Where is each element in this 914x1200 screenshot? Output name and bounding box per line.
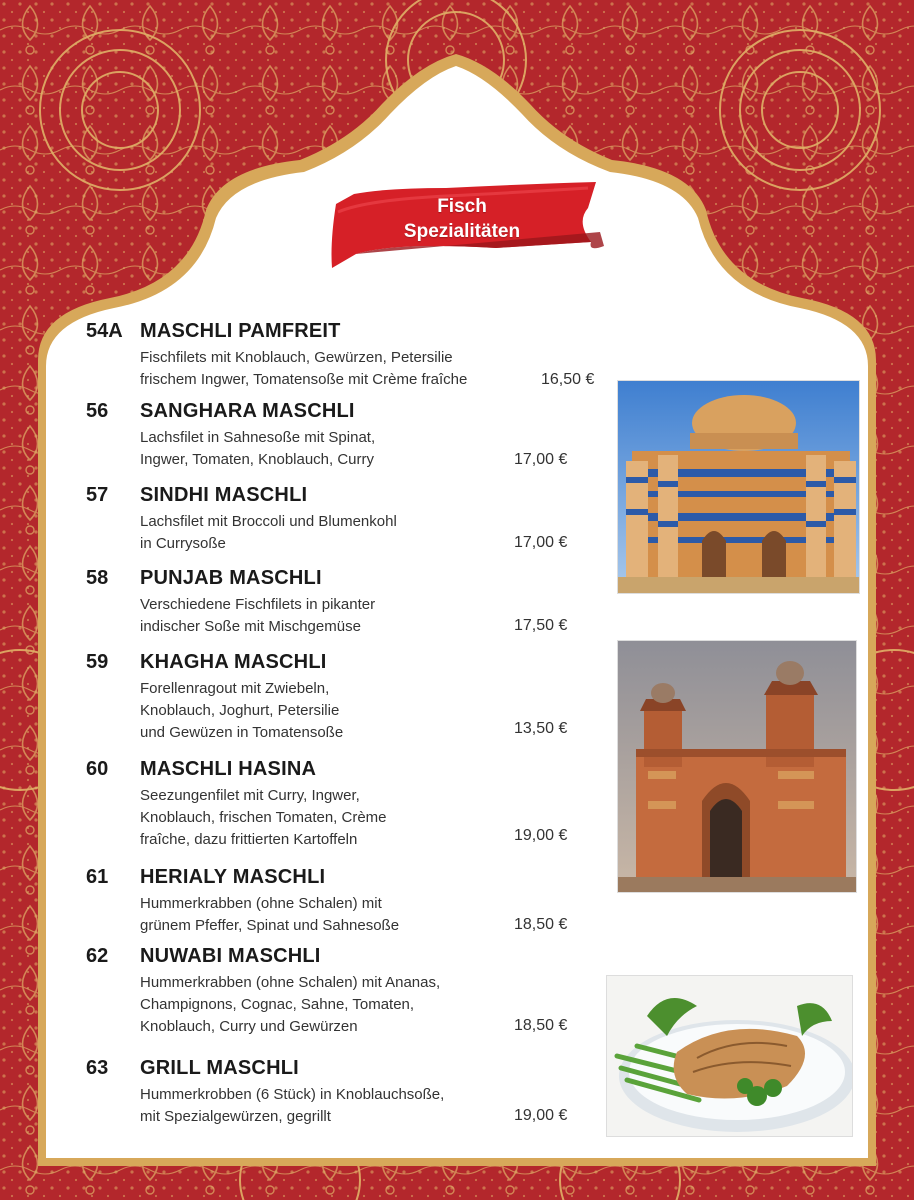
grilled-fish-photo — [606, 975, 853, 1137]
item-number: 63 — [86, 1057, 109, 1079]
item-name: MASCHLI HASINA — [140, 758, 317, 780]
item-name: KHAGHA MASCHLI — [140, 651, 327, 673]
section-title — [364, 194, 560, 244]
item-name: NUWABI MASCHLI — [140, 945, 321, 967]
item-price: 13,50 € — [514, 720, 568, 737]
description-line: Ingwer, Tomaten, Knoblauch, Curry — [140, 451, 375, 468]
item-description — [140, 678, 540, 744]
item-number: 62 — [86, 945, 109, 967]
description-line: Hummerkrobben (6 Stück) in Knoblauchsoße, — [140, 1086, 445, 1103]
item-description — [140, 347, 540, 391]
item-price: 18,50 € — [514, 916, 568, 933]
description-line: Knoblauch, frischen Tomaten, Crème — [140, 809, 387, 826]
item-description — [140, 427, 540, 471]
item-name: MASCHLI PAMFREIT — [140, 320, 341, 342]
item-number: 57 — [86, 484, 109, 506]
description-line: Verschiedene Fischfilets in pikanter — [140, 596, 376, 613]
item-number: 61 — [86, 866, 109, 888]
item-number: 58 — [86, 567, 109, 589]
item-name: SANGHARA MASCHLI — [140, 400, 355, 422]
item-description — [140, 893, 540, 937]
description-line: Knoblauch, Joghurt, Petersilie — [140, 702, 340, 719]
item-description — [140, 594, 540, 638]
item-price: 17,50 € — [514, 617, 568, 634]
description-line: und Gewüzen in Tomatensoße — [140, 724, 344, 741]
description-line: Forellenragout mit Zwiebeln, — [140, 680, 330, 697]
item-price: 19,00 € — [514, 827, 568, 844]
item-price: 17,00 € — [514, 534, 568, 551]
description-line: Lachsfilet mit Broccoli und Blumenkohl — [140, 513, 397, 530]
item-description — [140, 972, 540, 1038]
description-line: Fischfilets mit Knoblauch, Gewürzen, Petersilie — [140, 349, 453, 366]
description-line: Seezungenfilet mit Curry, Ingwer, — [140, 787, 360, 804]
item-price: 19,00 € — [514, 1107, 568, 1124]
item-name: SINDHI MASCHLI — [140, 484, 308, 506]
description-line: Champignons, Cognac, Sahne, Tomaten, — [140, 996, 415, 1013]
item-name: GRILL MASCHLI — [140, 1057, 299, 1079]
description-line: grünem Pfeffer, Spinat und Sahnesoße — [140, 917, 400, 934]
description-line: in Currysoße — [140, 535, 226, 552]
description-line: fraîche, dazu frittierten Kartoffeln — [140, 831, 358, 848]
description-line: frischem Ingwer, Tomatensoße mit Crème fraîche — [140, 371, 468, 388]
item-number: 60 — [86, 758, 109, 780]
tomb-photo — [617, 380, 860, 594]
item-number: 54A — [86, 320, 123, 342]
description-line: Hummerkrabben (ohne Schalen) mit Ananas, — [140, 974, 441, 991]
item-name: HERIALY MASCHLI — [140, 866, 326, 888]
item-description — [140, 511, 540, 555]
description-line: Hummerkrabben (ohne Schalen) mit — [140, 895, 382, 912]
item-price: 16,50 € — [541, 371, 595, 388]
section-title-line1: Fisch — [437, 196, 487, 217]
item-description — [140, 785, 540, 851]
item-price: 18,50 € — [514, 1017, 568, 1034]
item-number: 56 — [86, 400, 109, 422]
mosque-photo — [617, 640, 857, 893]
description-line: indischer Soße mit Mischgemüse — [140, 618, 361, 635]
description-line: mit Spezialgewürzen, gegrillt — [140, 1108, 331, 1125]
item-number: 59 — [86, 651, 109, 673]
item-description — [140, 1084, 540, 1128]
description-line: Lachsfilet in Sahnesoße mit Spinat, — [140, 429, 376, 446]
description-line: Knoblauch, Curry und Gewürzen — [140, 1018, 358, 1035]
section-title-line2: Spezialitäten — [403, 221, 521, 242]
item-name: PUNJAB MASCHLI — [140, 567, 322, 589]
item-price: 17,00 € — [514, 451, 568, 468]
